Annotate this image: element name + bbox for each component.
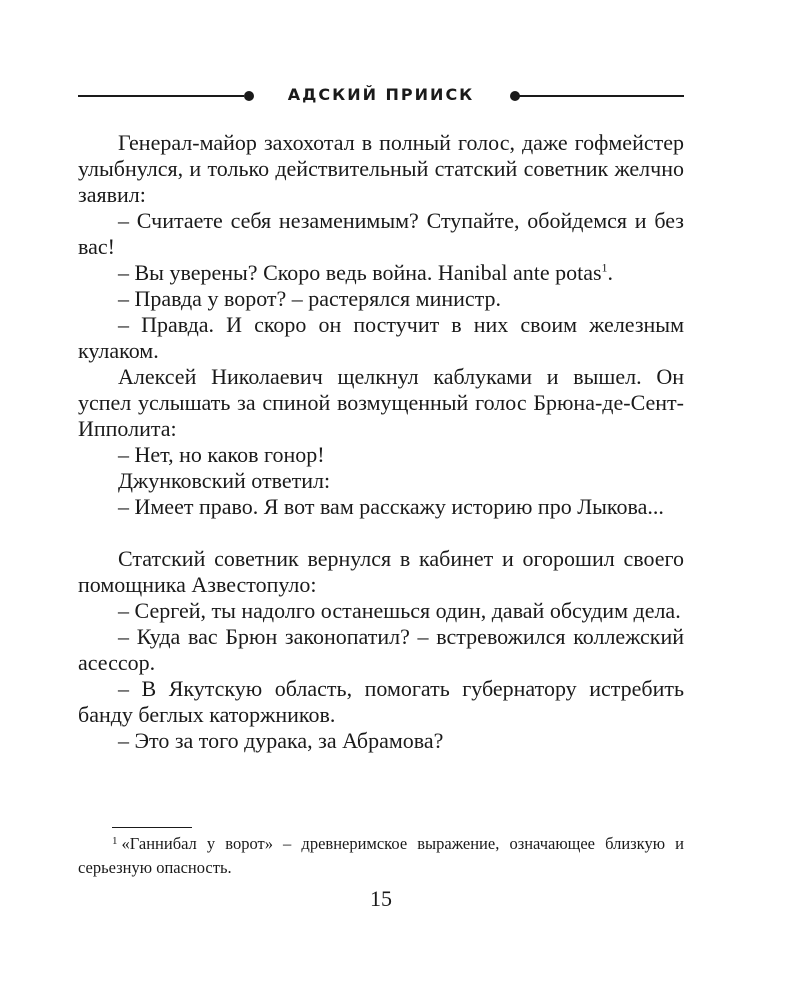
header-rule-right — [518, 95, 684, 97]
paragraph: – Это за того дурака, за Абрамова? — [118, 728, 444, 753]
paragraph: – В Якутскую область, помогать губернатору истребить банду беглых каторжников. — [78, 676, 684, 727]
paragraph: Генерал-майор захохотал в полный голос, даже гофмейстер улыбнулся, и только действительный статский советник желчно заявил: — [78, 130, 684, 207]
footnote-separator — [112, 827, 192, 828]
paragraph: – Правда у ворот? – растерялся министр. — [118, 286, 502, 311]
page-number: 15 — [370, 886, 392, 911]
footnote-reference: 1 — [601, 260, 608, 275]
section-break — [78, 520, 684, 546]
paragraph-tail: . — [607, 260, 614, 285]
paragraph: Алексей Николаевич щелкнул каблуками и вышел. Он успел услышать за спиной возмущенный голос Брюна-де-Сент-Ипполита: — [78, 364, 684, 441]
footnote — [78, 833, 684, 879]
paragraph: Статский советник вернулся в кабинет и огорошил своего помощника Азвестопуло: — [78, 546, 684, 597]
running-header — [78, 84, 684, 108]
paragraph: – Куда вас Брюн законопатил? – встревожился коллежский асессор. — [78, 624, 684, 675]
paragraph: – Сергей, ты надолго останешься один, давай обсудим дела. — [118, 598, 681, 623]
paragraph: – Имеет право. Я вот вам расскажу историю про Лыкова... — [118, 494, 664, 519]
running-title: АДСКИЙ ПРИИСК — [287, 85, 475, 104]
footnote-number: 1 — [112, 835, 118, 847]
body-text — [78, 130, 684, 754]
paragraph: – Нет, но каков гонор! — [118, 442, 325, 467]
paragraph: Джунковский ответил: — [118, 468, 331, 493]
footnote-text: «Ганнибал у ворот» – древнеримское выражение, означающее близкую и серьезную опасность. — [78, 834, 684, 877]
paragraph-with-footnote-ref — [78, 260, 684, 286]
paragraph: – Правда. И скоро он постучит в них своим железным кулаком. — [78, 312, 684, 363]
paragraph: – Считаете себя незаменимым? Ступайте, обойдемся и без вас! — [78, 208, 684, 259]
paragraph-text: – Вы уверены? Скоро ведь война. Hanibal ante potas — [118, 260, 602, 285]
